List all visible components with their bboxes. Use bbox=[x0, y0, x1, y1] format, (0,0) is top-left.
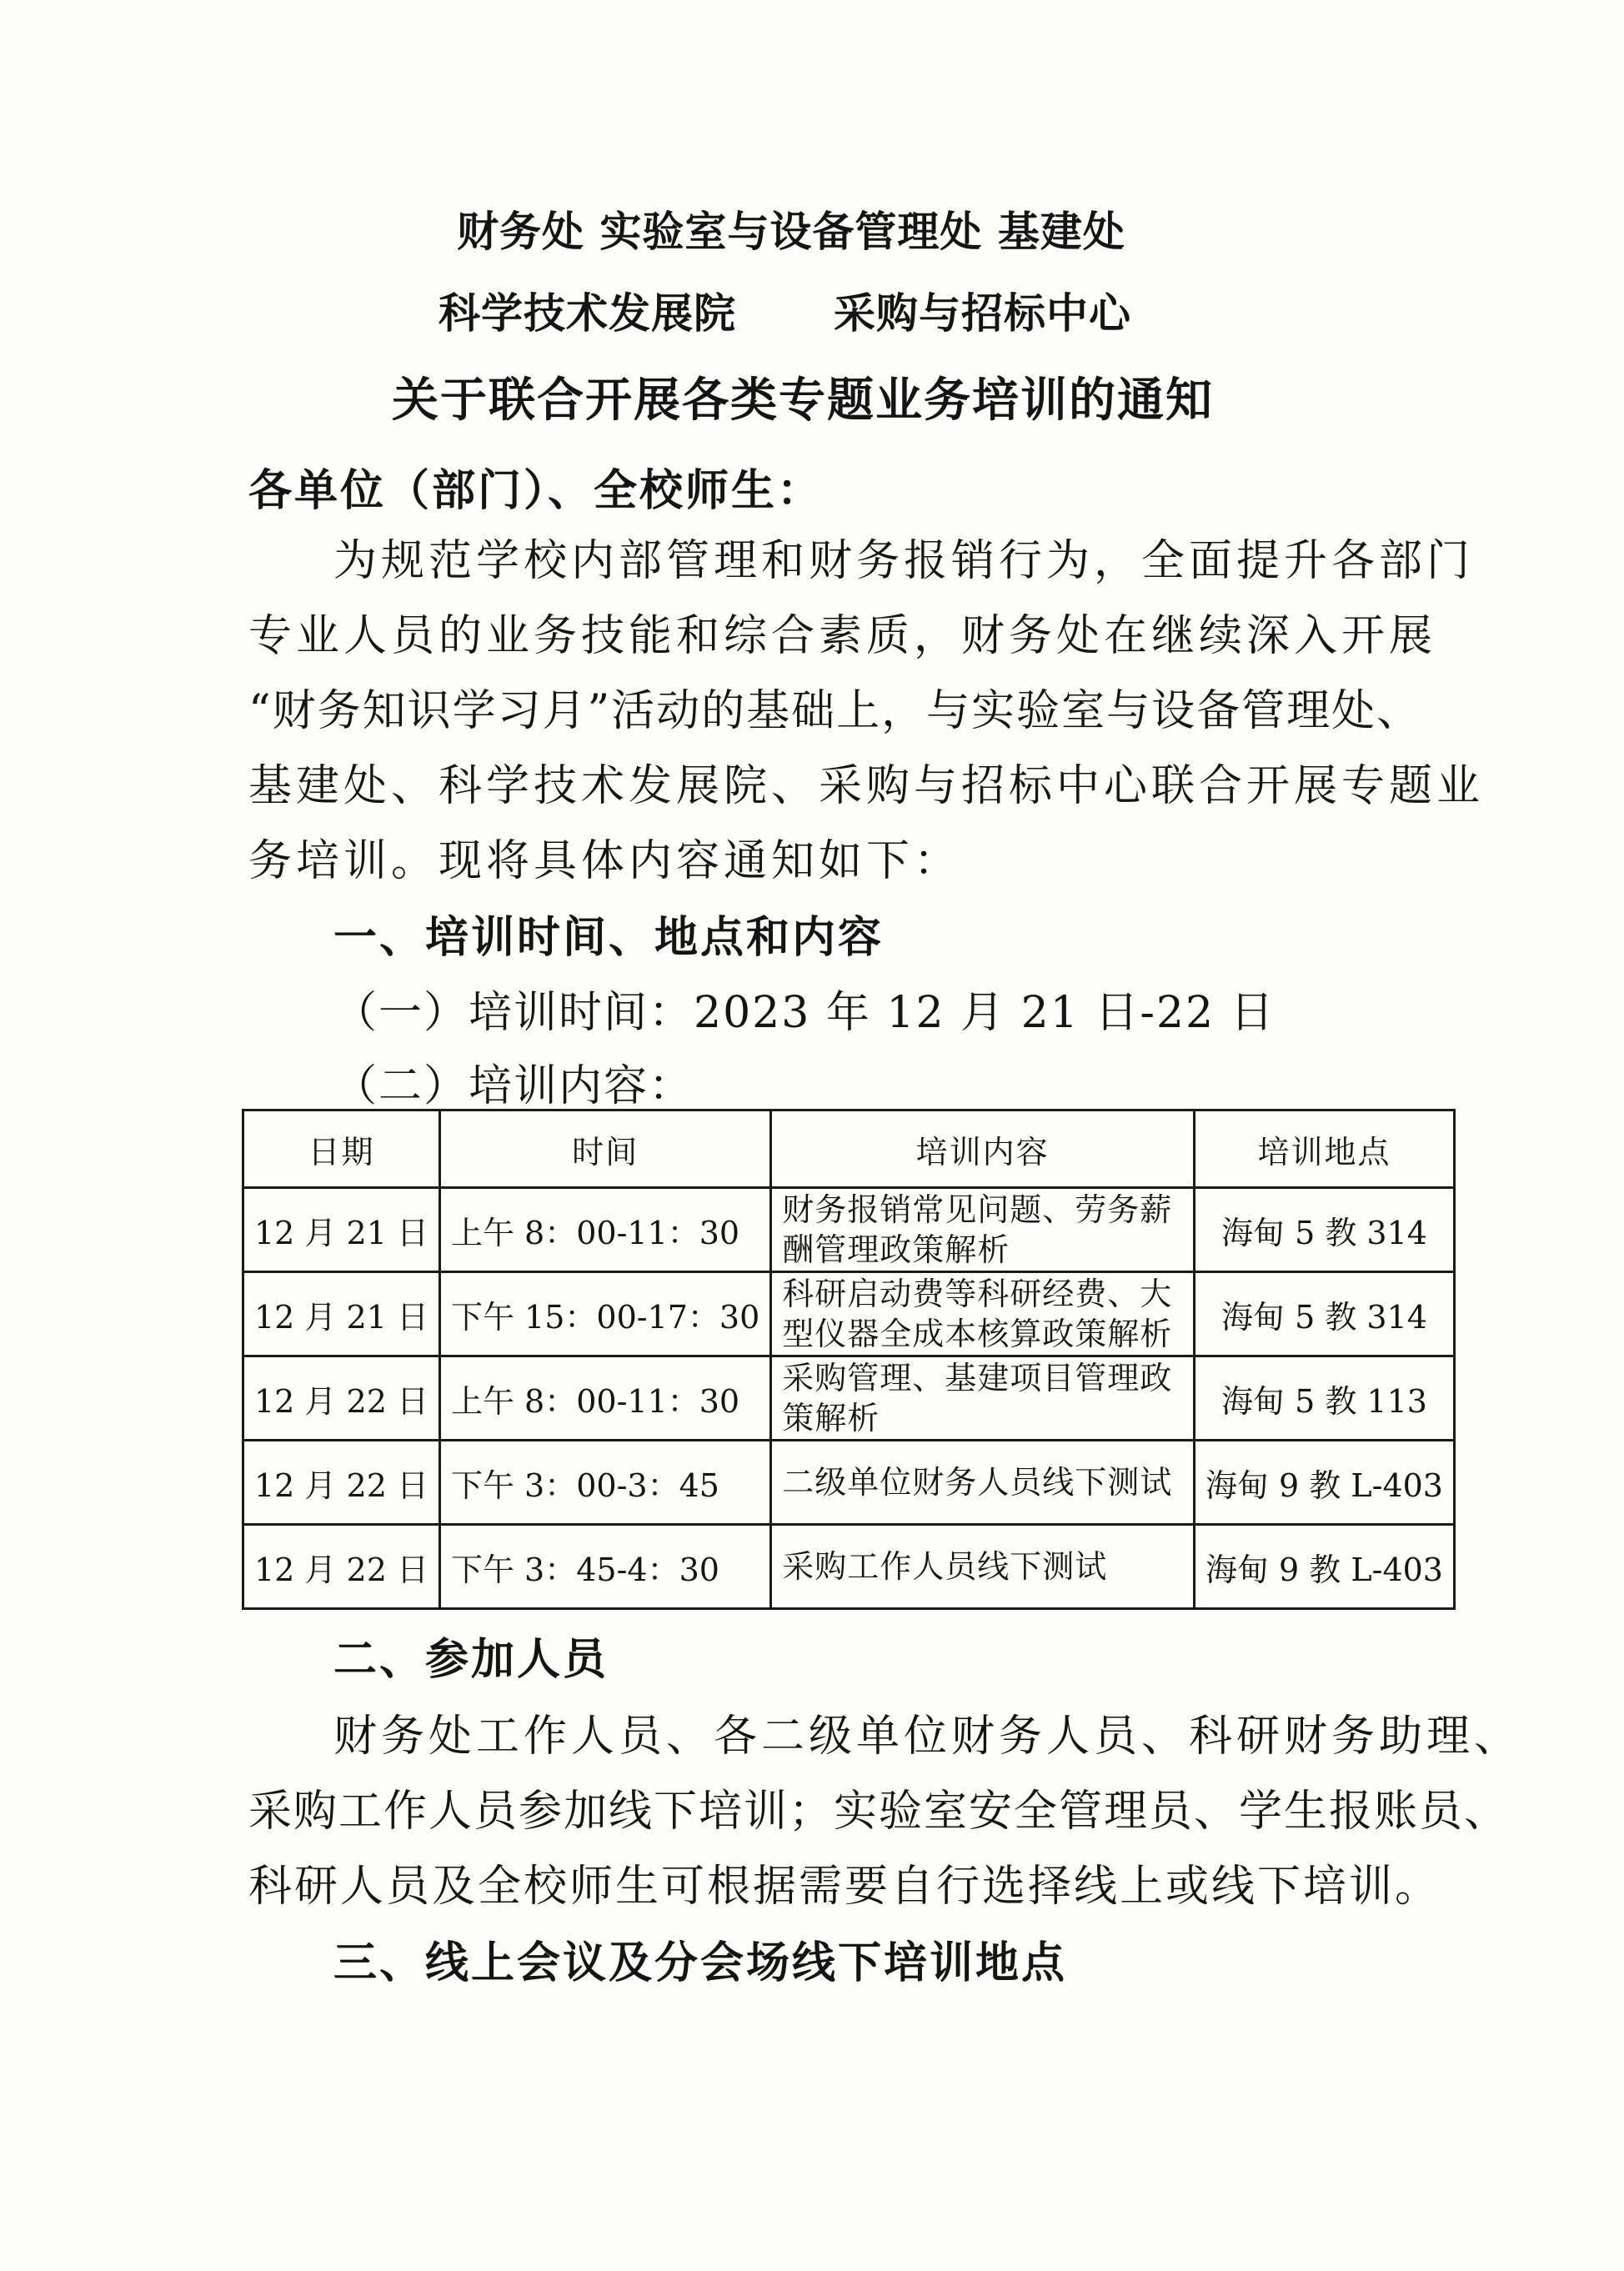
table-row bbox=[243, 1272, 1455, 1356]
training-schedule-table bbox=[242, 1109, 1456, 1610]
row-time: 下午 3：00-3：45 bbox=[439, 1441, 770, 1525]
row-time: 上午 8：00-11：30 bbox=[439, 1356, 770, 1441]
section-2-heading: 二、参加人员 bbox=[333, 1635, 609, 1685]
section-1-heading: 一、培训时间、地点和内容 bbox=[333, 913, 885, 963]
row-content: 采购管理、基建项目管理政策解析 bbox=[771, 1356, 1195, 1441]
intro-line-1: 为规范学校内部管理和财务报销行为，全面提升各部门 bbox=[333, 536, 1475, 586]
row-location: 海甸 5 教 113 bbox=[1194, 1356, 1454, 1441]
row-time: 上午 8：00-11：30 bbox=[439, 1188, 770, 1272]
column-header-time: 时间 bbox=[439, 1110, 770, 1188]
row-time: 下午 15：00-17：30 bbox=[439, 1272, 770, 1356]
intro-line-4: 基建处、科学技术发展院、采购与招标中心联合开展专题业 bbox=[248, 761, 1485, 811]
row-location: 海甸 9 教 L-403 bbox=[1194, 1441, 1454, 1525]
row-date: 12 月 21 日 bbox=[243, 1272, 440, 1356]
row-location: 海甸 5 教 314 bbox=[1194, 1272, 1454, 1356]
row-date: 12 月 22 日 bbox=[243, 1356, 440, 1441]
row-content: 财务报销常见问题、劳务薪酬管理政策解析 bbox=[771, 1188, 1195, 1272]
intro-line-3: “财务知识学习月”活动的基础上，与实验室与设备管理处、 bbox=[248, 686, 1422, 736]
row-date: 12 月 21 日 bbox=[243, 1188, 440, 1272]
table-row bbox=[243, 1525, 1455, 1609]
issuer-line-2-right: 采购与招标中心 bbox=[834, 289, 1131, 338]
column-header-content: 培训内容 bbox=[771, 1110, 1195, 1188]
salutation: 各单位（部门）、全校师生： bbox=[248, 466, 824, 516]
intro-line-5: 务培训。现将具体内容通知如下： bbox=[248, 836, 962, 886]
intro-line-2: 专业人员的业务技能和综合素质，财务处在继续深入开展 bbox=[248, 611, 1437, 661]
document-title: 关于联合开展各类专题业务培训的通知 bbox=[392, 373, 1214, 428]
table-row bbox=[243, 1356, 1455, 1441]
row-location: 海甸 5 教 314 bbox=[1194, 1188, 1454, 1272]
section-3-heading: 三、线上会议及分会场线下培训地点 bbox=[333, 1938, 1068, 1988]
table-row bbox=[243, 1188, 1455, 1272]
row-content: 采购工作人员线下测试 bbox=[771, 1525, 1195, 1609]
row-location: 海甸 9 教 L-403 bbox=[1194, 1525, 1454, 1609]
training-time-line: （一）培训时间：2023 年 12 月 21 日-22 日 bbox=[333, 988, 1276, 1038]
issuer-line-2-left: 科学技术发展院 bbox=[439, 289, 736, 338]
table-row bbox=[243, 1441, 1455, 1525]
row-content: 科研启动费等科研经费、大型仪器全成本核算政策解析 bbox=[771, 1272, 1195, 1356]
issuer-line-1: 财务处 实验室与设备管理处 基建处 bbox=[457, 208, 1125, 256]
participants-line-3: 科研人员及全校师生可根据需要自行选择线上或线下培训。 bbox=[248, 1862, 1441, 1912]
participants-line-1: 财务处工作人员、各二级单位财务人员、科研财务助理、 bbox=[333, 1712, 1522, 1762]
participants-line-2: 采购工作人员参加线下培训；实验室安全管理员、学生报账员、 bbox=[248, 1787, 1510, 1837]
column-header-date: 日期 bbox=[243, 1110, 440, 1188]
column-header-location: 培训地点 bbox=[1194, 1110, 1454, 1188]
row-date: 12 月 22 日 bbox=[243, 1441, 440, 1525]
row-content: 二级单位财务人员线下测试 bbox=[771, 1441, 1195, 1525]
row-date: 12 月 22 日 bbox=[243, 1525, 440, 1609]
table-header-row bbox=[243, 1110, 1455, 1188]
training-content-label: （二）培训内容： bbox=[333, 1061, 694, 1111]
row-time: 下午 3：45-4：30 bbox=[439, 1525, 770, 1609]
